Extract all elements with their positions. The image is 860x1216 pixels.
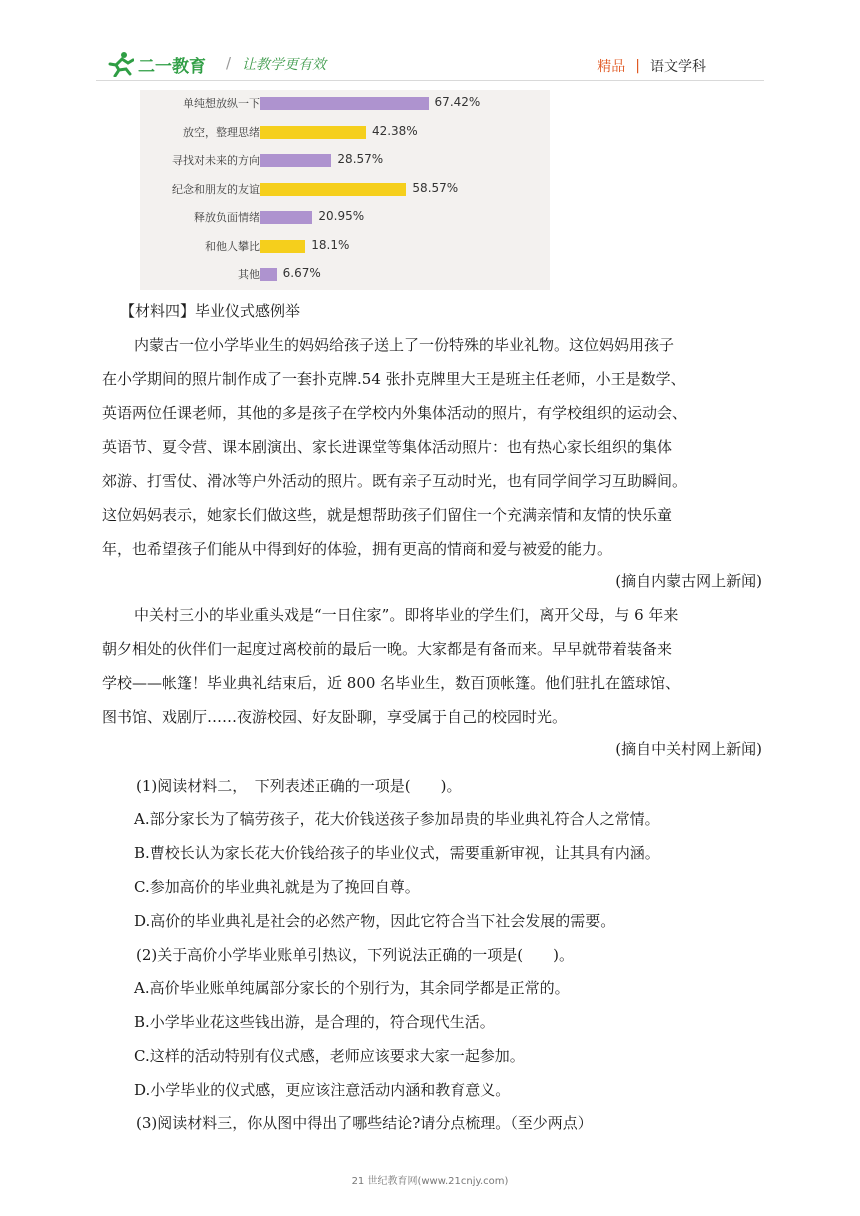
chart-category-label: 单纯想放纵一下 (183, 97, 260, 110)
text-line: 英语节、夏令营、课本剧演出、家长进课堂等集体活动照片：也有热心家长组织的集体 (102, 438, 673, 456)
text-line: A.部分家长为了犒劳孩子，花大价钱送孩子参加昂贵的毕业典礼符合人之常情。 (134, 810, 660, 828)
chart-category-label: 其他 (238, 268, 260, 281)
chart-row (140, 149, 550, 171)
chart-bar (260, 240, 305, 253)
chart-value-label: 67.42% (434, 95, 481, 109)
text-line: C.参加高价的毕业典礼就是为了挽回自尊。 (134, 878, 420, 896)
quality-tag: 精品 (597, 59, 626, 75)
chart-value-label: 28.57% (337, 152, 384, 166)
chart-value-label: 6.67% (282, 266, 321, 280)
text-line: 朝夕相处的伙伴们一起度过离校前的最后一晚。大家都是有备而来。早早就带着装备来 (102, 640, 673, 658)
text-line: 在小学期间的照片制作成了一套扑克牌.54 张扑克牌里大王是班主任老师，小王是数学、 (102, 370, 686, 388)
chart-category-label: 释放负面情绪 (194, 211, 260, 224)
chart-row (140, 121, 550, 143)
text-line: C.这样的活动特别有仪式感，老师应该要求大家一起参加。 (134, 1047, 525, 1065)
chart-value-label: 58.57% (412, 180, 459, 195)
logo (106, 50, 206, 78)
text-line: B.小学毕业花这些钱出游，是合理的，符合现代生活。 (134, 1013, 495, 1031)
text-line: 中关村三小的毕业重头戏是“一日住家”。即将毕业的学生们，离开父母，与 6 年来 (134, 606, 679, 624)
chart-bar (260, 126, 366, 139)
source-1: (摘自内蒙古网上新闻) (615, 572, 762, 590)
chart-row (140, 235, 550, 257)
text-line: 英语两位任课老师，其他的多是孩子在学校内外集体活动的照片，有学校组织的运动会、 (102, 404, 688, 422)
material-title: 【材料四】毕业仪式感例举 (120, 302, 301, 320)
chart-bar (260, 268, 277, 281)
question-2: (2)关于高价小学毕业账单引热议，下列说法正确的一项是( )。 (136, 946, 574, 964)
text-line: D.小学毕业的仪式感，更应该注意活动内涵和教育意义。 (134, 1081, 511, 1099)
text-line: 图书馆、戏剧厅……夜游校园、好友卧聊，享受属于自己的校园时光。 (102, 708, 568, 726)
text-line: 这位妈妈表示，她家长们做这些，就是想帮助孩子们留住一个充满亲情和友情的快乐童 (102, 506, 673, 524)
chart-category-label: 寻找对未来的方向 (172, 154, 260, 167)
text-line: 学校——帐篷！毕业典礼结束后，近 800 名毕业生，数百顶帐篷。他们驻扎在篮球馆、 (102, 674, 681, 692)
header-separator: | (635, 58, 640, 74)
chart-value-label: 20.95% (318, 209, 365, 223)
chart-bar (260, 211, 312, 224)
header-rule (96, 80, 764, 81)
chart-category-label: 纪念和朋友的友谊 (172, 182, 260, 196)
header-divider: / (226, 54, 232, 72)
source-2: (摘自中关村网上新闻) (615, 740, 762, 758)
logo-text: 二一教育 (138, 56, 206, 77)
chart-value-label: 42.38% (371, 123, 418, 138)
text-line: B.曹校长认为家长花大价钱给孩子的毕业仪式，需要重新审视，让其具有内涵。 (134, 844, 660, 862)
survey-bar-chart (140, 90, 550, 290)
header-right (597, 56, 706, 76)
chart-row (140, 178, 550, 200)
subject-label: 语文学科 (650, 59, 706, 75)
text-line: 内蒙古一位小学毕业生的妈妈给孩子送上了一份特殊的毕业礼物。这位妈妈用孩子 (134, 336, 675, 354)
chart-bar (260, 97, 429, 110)
chart-category-label: 和他人攀比 (205, 239, 260, 253)
chart-value-label: 18.1% (311, 237, 350, 252)
page-footer: 21 世纪教育网(www.21cnjy.com) (351, 1176, 509, 1187)
chart-row (140, 206, 550, 228)
text-line: 郊游、打雪仗、滑冰等户外活动的照片。既有亲子互动时光，也有同学间学习互助瞬间。 (102, 472, 688, 490)
question-1: (1)阅读材料二， 下列表述正确的一项是( )。 (136, 777, 462, 795)
header-slogan: 让教学更有效 (242, 57, 326, 73)
text-line: D.高价的毕业典礼是社会的必然产物，因此它符合当下社会发展的需要。 (134, 912, 616, 930)
chart-row (140, 263, 550, 285)
page-header (0, 0, 860, 90)
text-line: A.高价毕业账单纯属部分家长的个别行为，其余同学都是正常的。 (134, 979, 570, 997)
chart-row (140, 92, 550, 114)
chart-bar (260, 154, 331, 167)
text-line: 年，也希望孩子们能从中得到好的体验，拥有更高的情商和爱与被爱的能力。 (102, 540, 613, 558)
chart-category-label: 放空，整理思绪 (183, 125, 260, 139)
chart-bar (260, 183, 406, 196)
question-3: (3)阅读材料三，你从图中得出了哪些结论?请分点梳理。（至少两点） (136, 1114, 593, 1132)
runner-logo-icon (106, 51, 134, 77)
